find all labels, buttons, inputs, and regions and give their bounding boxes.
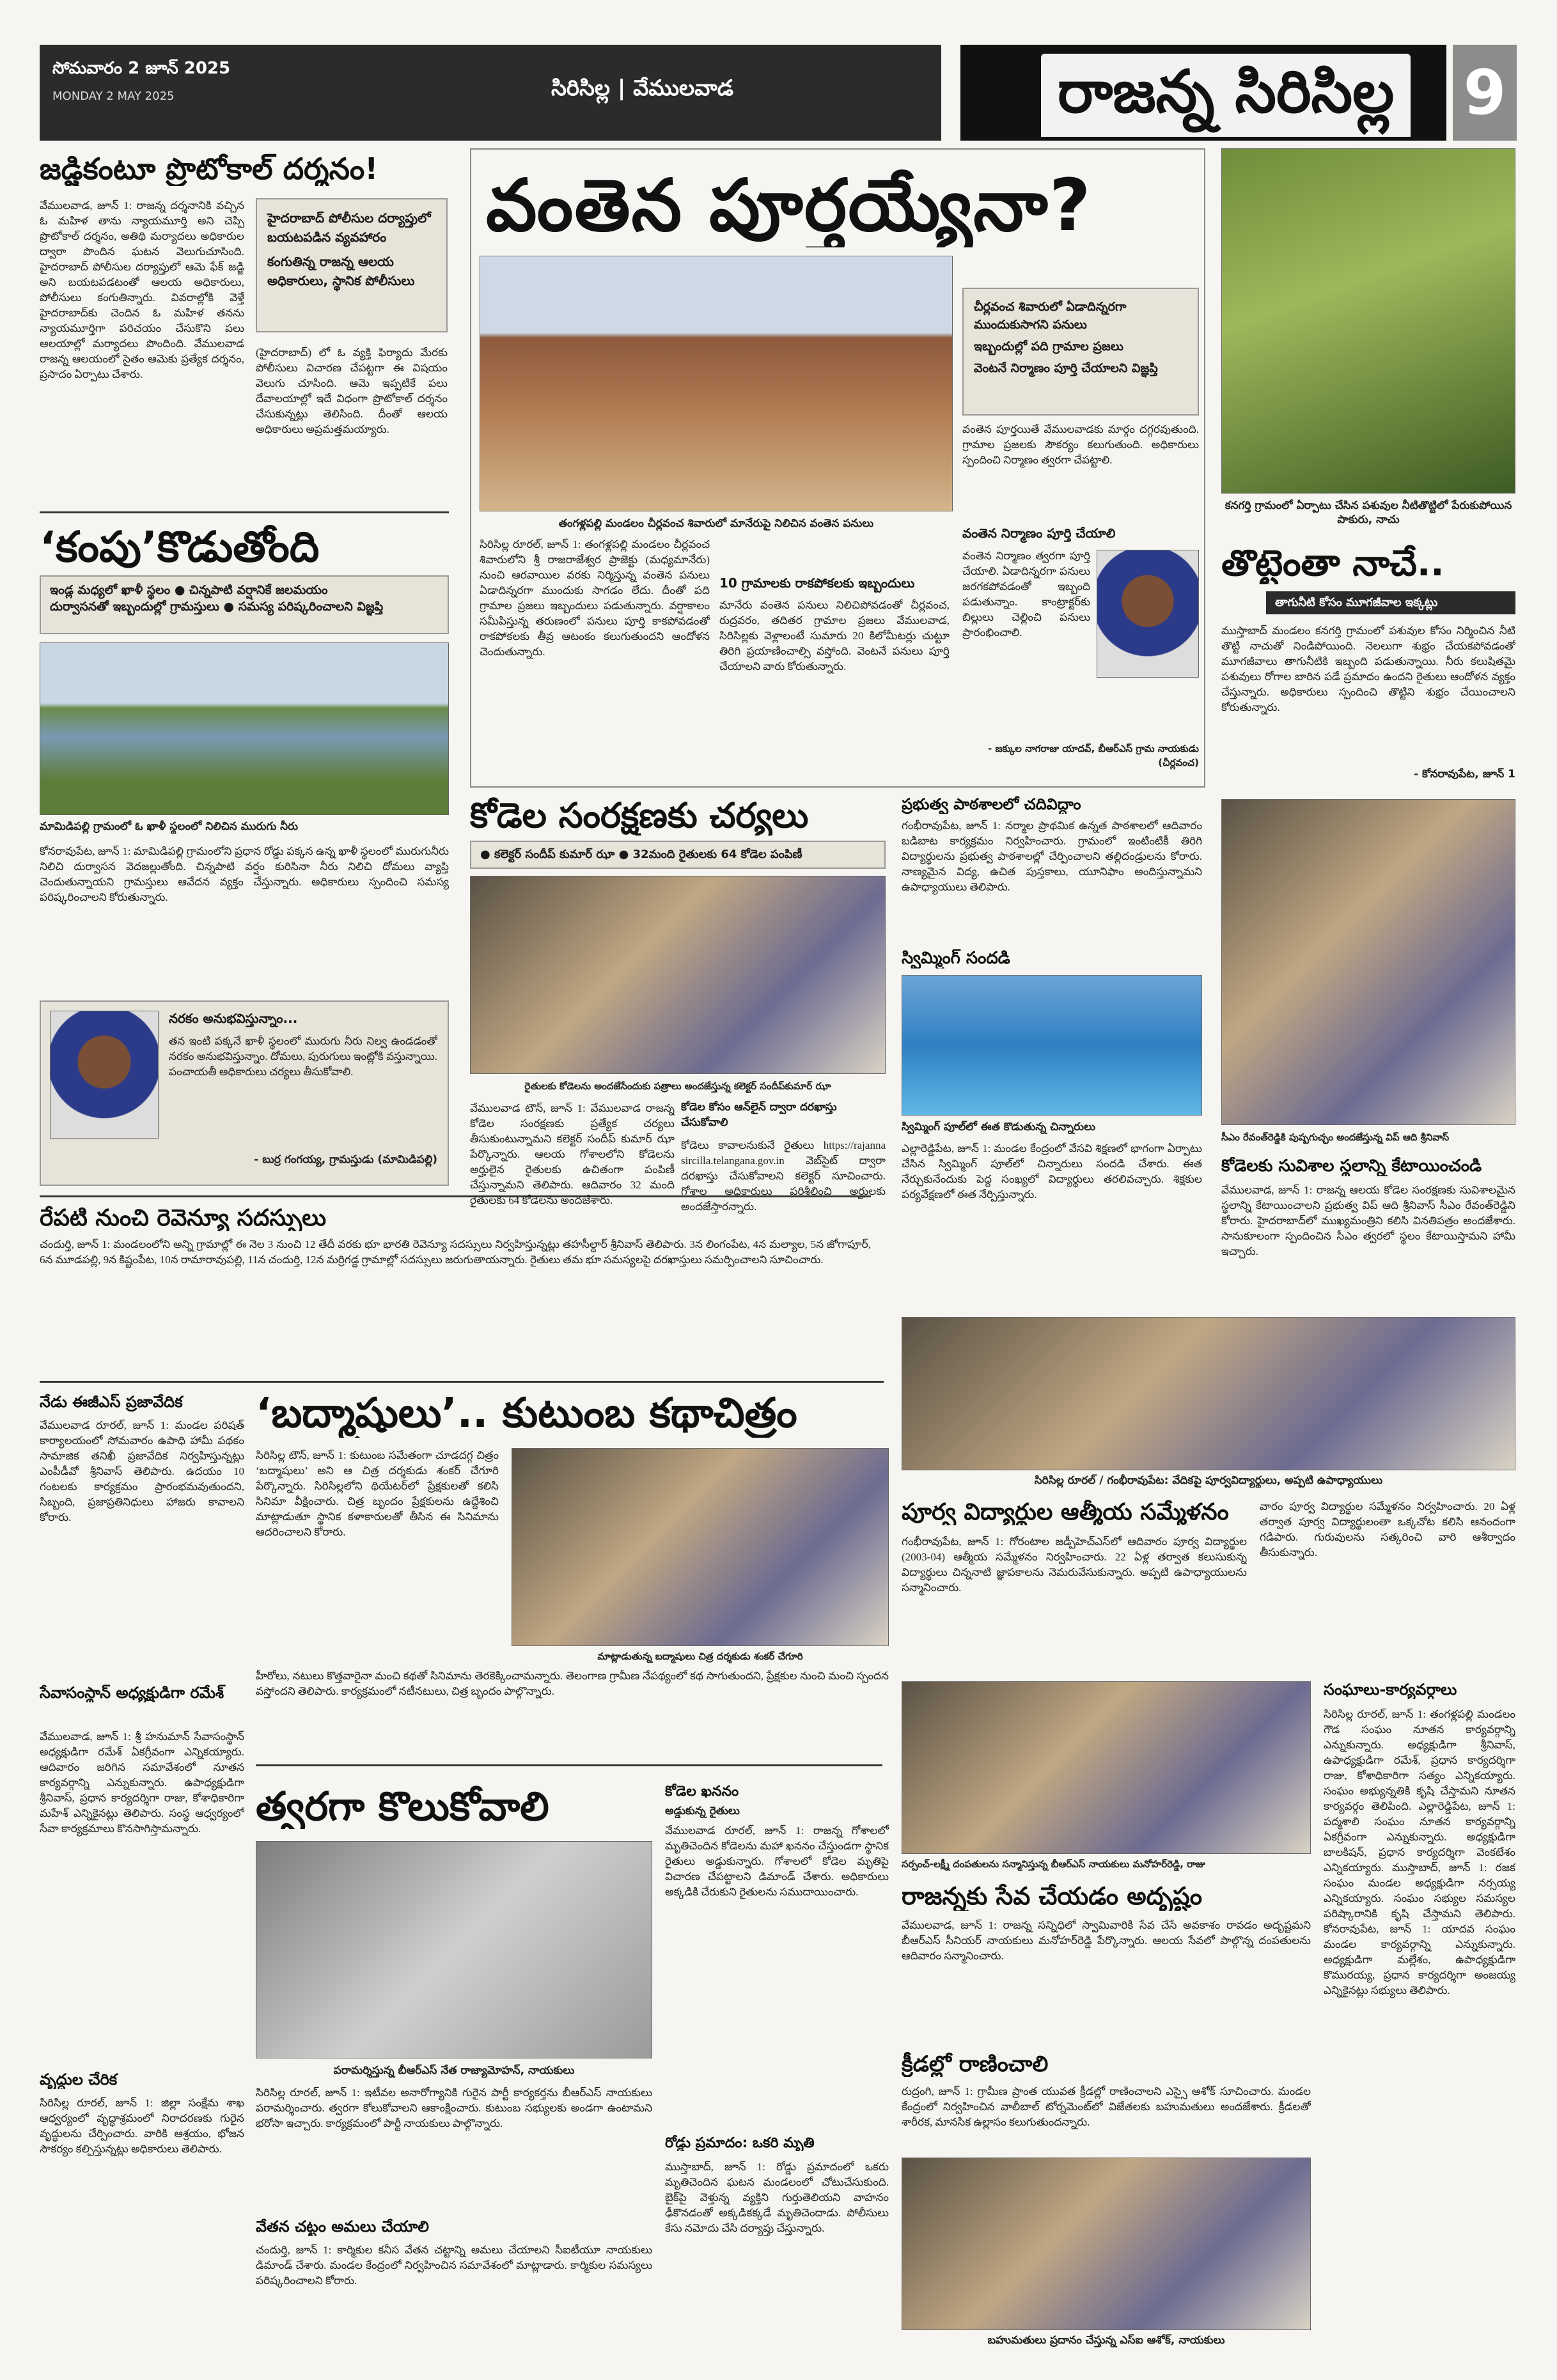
resident-quote-box — [40, 1000, 449, 1186]
trough-body: ముస్తాబాద్ మండలం కనగర్తి గ్రామంలో పశువుల కోసం నిర్మించిన నీటి తొట్టి నాచుతో నిండిపోయింది. నెలలుగా శుభ్రం చేయకపోవడంతో మూగజీవాలు తాగునీటికి ఇబ్బంది పడుతున్నాయి. నీరు కలుషితమై పశువులు రోగాల బారిన పడే ప్రమాదం ఉందని రైతులు ఆందోళన వ్యక్తం చేస్తున్నారు. అధికారులు స్పందించి తొట్టిని శుభ్రం చేయించాలని కోరుతున్నారు. — [1221, 625, 1515, 713]
elderly-body: సిరిసిల్ల రూరల్, జూన్ 1: జిల్లా సంక్షేమ శాఖ ఆధ్వర్యంలో వృద్ధాశ్రమంలో నిరాదరణకు గురైన వృద్ధులను చేర్పించారు. వారికి ఆశ్రయం, భోజన సౌకర్యం కల్పిస్తున్నట్లు అధికారులు తెలిపారు. — [40, 2097, 244, 2155]
divider — [256, 1764, 882, 1766]
sports-body: రుద్రంగి, జూన్ 1: గ్రామీణ ప్రాంత యువత క్రీడల్లో రాణించాలని ఎస్సై ఆశోక్ సూచించారు. మండల కేంద్రంలో నిర్వహించిన వాలీబాల్ టోర్నమెంట్‌లో విజేతలకు బహుమతులు అందజేశారు. క్రీడలతో శారీరక, మానసిక ఉల్లాసం కలుగుతుందన్నారు. — [902, 2085, 1311, 2128]
revenue-body: చందుర్తి, జూన్ 1: మండలంలోని అన్ని గ్రామాల్లో ఈ నెల 3 నుంచి 12 తేదీ వరకు భూ భారతి రెవెన్యూ సదస్సులు నిర్వహిస్తున్నట్లు తహసీల్దార్ శ్రీనివాస్ తెలిపారు. 3న లింగంపేట, 4న మల్యాల, 5న జోగాపూర్, 6న మూడపల్లి, 9న కిష్టంపేట, 10న రామారావుపల్లి, 11న చందుర్తి, 12న మర్రిగడ్డ గ్రామాల్లో సదస్సులు జరుగుతాయన్నారు. రైతులు తమ భూ సమస్యలపై దరఖాస్తులు సమర్పించాలని సూచించారు. — [40, 1238, 871, 1266]
bridge-demand-heading: వంతెన నిర్మాణం పూర్తి చేయాలి — [962, 525, 1116, 541]
associations-headline: సంఘాలు-కార్యవర్గాలు — [1324, 1681, 1457, 1699]
burial-headline: కోడెల ఖననం — [665, 1784, 739, 1800]
elderly-headline: వృద్ధుల చేరిక — [40, 2071, 118, 2088]
collector-photo — [470, 876, 886, 1074]
sports-prize-photo — [902, 2158, 1311, 2330]
bulls-care-highlight: 32మంది రైతులకు 64 కోడెల పంపిణీ — [632, 848, 802, 861]
bridge-highlights — [962, 288, 1199, 416]
revenue-headline: రేపటి నుంచి రెవెన్యూ సదస్సులు — [40, 1205, 327, 1231]
bridge-leader-quote: వంతెన నిర్మాణం త్వరగా పూర్తి చేయాలి. ఏడాదిన్నరగా పనులు జరగకపోవడంతో ఇబ్బంది పడుతున్నాం. కాంట్రాక్టర్‌కు బిల్లులు చెల్లించి పనులు ప్రారంభించాలి. — [962, 550, 1090, 639]
trough-byline: - కోనరావుపేట, జూన్ 1 — [1414, 768, 1515, 781]
get-well-headline: త్వరగా కొలుకోవాలి — [256, 1784, 549, 1830]
smell-headline: ‘కంపు’కొడుతోంది — [40, 523, 320, 572]
bulls-care-headline: కోడెల సంరక్షణకు చర్యలు — [470, 796, 809, 836]
divider — [40, 1381, 884, 1383]
felicitation-photo — [902, 1681, 1311, 1854]
trough-headline: తొట్టెంతా నాచే.. — [1221, 543, 1444, 584]
sports-photo-caption: బహుమతులు ప్రదానం చేస్తున్న ఎస్ఐ ఆశోక్, నాయకులు — [987, 2334, 1225, 2347]
judge-highlight: హైదరాబాద్ పోలీసుల దర్యాప్తులో బయటపడిన వ్యవహారం — [267, 210, 431, 245]
swimming-headline: స్విమ్మింగ్ సందడి — [902, 949, 1010, 968]
bulls-land-headline: కోడెలకు సువిశాల స్థలాన్ని కేటాయించండి — [1221, 1157, 1482, 1176]
school-headline: ప్రభుత్వ పాఠశాలలో చదివిద్దాం — [902, 796, 1081, 813]
associations-body: సిరిసిల్ల రూరల్, జూన్ 1: తంగళ్లపల్లి మండలం గౌడ సంఘం నూతన కార్యవర్గాన్ని ఎన్నుకున్నారు. అధ్యక్షుడిగా శ్రీనివాస్, ఉపాధ్యక్షుడిగా రమేశ్, ప్రధాన కార్యదర్శిగా రాజు, కోశాధికారిగా సత్యం ఎన్నికయ్యారు. సంఘం అభ్యున్నతికి కృషి చేస్తామని నూతన కార్యవర్గం తెలిపింది. ఎల్లారెడ్డిపేట, జూన్ 1: పద్మశాలి సంఘం నూతన కార్యవర్గాన్ని ఏకగ్రీవంగా ఎన్నుకున్నారు. అధ్యక్షుడిగా బాలకిషన్, ప్రధాన కార్యదర్శిగా వెంకటేశం ఎన్నికయ్యారు. ముస్తాబాద్, జూన్ 1: రజక సంఘం మండల అధ్యక్షుడిగా నర్సయ్య ఎన్నికయ్యారు. సంఘం సభ్యుల సమస్యల పరిష్కారానికి కృషి చేస్తామని తెలిపారు. కోనరావుపేట, జూన్ 1: యాదవ సంఘం మండల కార్యవర్గాన్ని ఎన్నుకున్నారు. అధ్యక్షుడిగా మల్లేశం, ఉపాధ్యక్షుడిగా కొమురయ్య, ప్రధాన కార్యదర్శిగా అంజయ్య ఎన్నికైనట్లు సభ్యులు తెలిపారు. — [1324, 1708, 1515, 1996]
quote-attribution: - బుర్ర గంగయ్య, గ్రామస్తుడు (మామిడిపల్లి) — [254, 1153, 437, 1166]
movie-body: సిరిసిల్ల టౌన్, జూన్ 1: కుటుంబ సమేతంగా చూడదగ్గ చిత్రం ‘బద్మాషులు’ అని ఆ చిత్ర దర్శకుడు శంకర్ చేగూరి పేర్కొన్నారు. సిరిసిల్లలోని థియేటర్‌లో ప్రేక్షకులతో కలిసి సినిమా వీక్షించారు. చిత్ర బృందం ప్రేక్షకులను ఉద్దేశించి మాట్లాడుతూ స్థానిక కళాకారులతో తీసిన ఈ సినిమాను ఆదరించాలని కోరారు. — [256, 1449, 499, 1538]
accident-body: ముస్తాబాద్, జూన్ 1: రోడ్డు ప్రమాదంలో ఒకరు మృతిచెందిన ఘటన మండలంలో చోటుచేసుకుంది. బైక్‌పై వెళ్తున్న వ్యక్తిని గుర్తుతెలియని వాహనం ఢీకొనడంతో అక్కడికక్కడే మృతిచెందాడు. పోలీసులు కేసు నమోదు చేసి దర్యాప్తు చేస్తున్నారు. — [665, 2161, 889, 2234]
smell-body: కోనరావుపేట, జూన్ 1: మామిడిపల్లి గ్రామంలోని ప్రధాన రోడ్డు పక్కన ఉన్న ఖాళీ స్థలంలో మురుగునీరు నిలిచి దుర్వాసన వెదజల్లుతోంది. చిన్నపాటి వర్షం కురిసినా నీరు నిలిచి దోమలు వ్యాప్తి చెందుతున్నాయని గ్రామస్తులు ఆవేదన వ్యక్తం చేస్తున్నారు. అధికారులు స్పందించి సమస్య పరిష్కరించాలని కోరుతున్నారు. — [40, 845, 449, 903]
smell-highlight: ఇండ్ల మధ్యలో ఖాళీ స్థలం — [50, 583, 171, 597]
drain-water-photo — [40, 642, 449, 815]
judge-highlights — [256, 198, 448, 332]
burial-tagline: అడ్డుకున్న రైతులు — [665, 1805, 740, 1817]
wage-act-headline: వేతన చట్టం అమలు చేయాలి — [256, 2218, 429, 2236]
alumni-photo — [902, 1317, 1515, 1470]
smell-highlight: దుర్వాసనతో ఇబ్బందుల్లో గ్రామస్తులు — [50, 600, 219, 614]
bridge-highlight: ఇబ్బందుల్లో పది గ్రామాల ప్రజలు — [974, 339, 1123, 354]
page-number: 9 — [1453, 45, 1517, 141]
judge-body-continued: (హైదరాబాద్) లో ఓ వ్యక్తి ఫిర్యాదు మేరకు పోలీసులు విచారణ చేపట్టగా ఈ విషయం వెలుగు చూసింది. ఆమె ఇప్పటికే పలు దేవాలయాల్లో ఇదే విధంగా ప్రొటోకాల్ దర్శనం చేసుకున్నట్లు తెలిసింది. దీంతో ఆలయ అధికారులు అప్రమత్తమయ్యారు. — [256, 346, 448, 435]
cm-meeting-photo — [1221, 799, 1515, 1125]
cm-photo-caption: సీఎం రేవంత్‌రెడ్డికి పుష్పగుచ్ఛం అందజేస్తున్న విప్ ఆది శ్రీనివాస్ — [1221, 1132, 1450, 1143]
judge-body: వేములవాడ, జూన్ 1: రాజన్న దర్శనానికి వచ్చిన ఓ మహిళ తాను న్యాయమూర్తి అని చెప్పి ప్రొటోకాల్ దర్శనం, అతిథి మర్యాదలు అధికారుల ద్వారా పొందిన ఘటన వెలుగుచూసింది. హైదరాబాద్ పోలీసుల దర్యాప్తులో ఆమె ఫేక్ జడ్జి అని బయటపడటంతో ఆలయ అధికారులు, పోలీసులు కంగుతిన్నారు. వివరాల్లోకి వెళ్తే హైదరాబాద్‌కు చెందిన ఓ మహిళ తనను న్యాయమూర్తిగా పరిచయం చేసుకొని పలు ఆలయాల్లో మర్యాదలు పొందింది. వేములవాడ రాజన్న ఆలయంలో సైతం ఆమెకు ప్రత్యేక దర్శనం, ప్రసాదం ఏర్పాటు చేశారు. — [40, 199, 244, 380]
bridge-body-continued: మానేరు వంతెన పనులు నిలిచిపోవడంతో చీర్లవంచ, రుద్రవరం, తదితర గ్రామాల ప్రజలు వేములవాడ, సిరిసిల్లకు వెళ్లాలంటే సుమారు 20 కిలోమీటర్లు చుట్టూ తిరిగి ప్రయాణించాల్సి వస్తోంది. వెంటనే పనులు పూర్తి చేయాలని వారు కోరుతున్నారు. — [719, 599, 950, 673]
movie-headline: ‘బద్మాషులు’.. కుటుంబ కథాచిత్రం — [256, 1390, 797, 1437]
alumni-photo-caption: సిరిసిల్ల రూరల్ / గంభీరావుపేట: వేదికపై పూర్వవిద్యార్థులు, అప్పటి ఉపాధ్యాయులు — [1034, 1474, 1383, 1487]
masthead-date-english: MONDAY 2 MAY 2025 — [52, 89, 175, 103]
resident-photo — [50, 1011, 159, 1139]
leader-attribution: - జక్కుల నాగరాజు యాదవ్, బీఆర్ఎస్ గ్రామ నాయకుడు (చీర్లవంచ) — [988, 743, 1199, 768]
smell-highlight: సమస్య పరిష్కరించాలని విజ్ఞప్తి — [238, 600, 384, 614]
resident-quote: తన ఇంటి పక్కనే ఖాళీ స్థలంలో మురుగు నీరు నిల్వ ఉండడంతో నరకం అనుభవిస్తున్నాం. దోమలు, పురుగులు ఇంట్లోకి వస్తున్నాయి. పంచాయతీ అధికారులు చర్యలు తీసుకోవాలి. — [169, 1035, 437, 1078]
alumni-body-continued: వారం పూర్వ విద్యార్థుల సమ్మేళనం నిర్వహించారు. 20 ఏళ్ల తర్వాత పూర్వ విద్యార్థులంతా ఒక్కచోట కలిసి ఆనందంగా గడిపారు. గురువులను సత్కరించి వారి ఆశీర్వాదం తీసుకున్నారు. — [1260, 1500, 1515, 1559]
judge-highlight: కంగుతిన్న రాజన్న ఆలయ అధికారులు, స్థానిక పోలీసులు — [267, 254, 415, 288]
trough-photo-caption: కనగర్తి గ్రామంలో ఏర్పాటు చేసిన పశువుల నీటితొట్టిలో పేరుకుపోయిన పాకురు, నాచు — [1224, 499, 1512, 526]
masthead-bar — [40, 45, 941, 141]
bulls-care-body-continued: కోడెలు కావాలనుకునే రైతులు https://rajanna sircilla.telangana.gov.in వెబ్‌సైట్ ద్వారా దరఖాస్తు చేసుకోవాలని కలెక్టర్ సూచించారు. గోశాల అధికారులు పరిశీలించి అర్హులకు అందజేస్తారన్నారు. — [681, 1139, 886, 1213]
visit-photo — [256, 1841, 652, 2058]
swimming-pool-photo — [902, 975, 1202, 1116]
smell-highlight: చిన్నపాటి వర్షానికే జలమయం — [189, 583, 328, 597]
bridge-highlight: వెంటనే నిర్మాణం పూర్తి చేయాలని విజ్ఞప్తి — [974, 361, 1158, 375]
bulls-care-body: వేములవాడ టౌన్, జూన్ 1: వేములవాడ రాజన్న కోడెల సంరక్షణకు ప్రత్యేక చర్యలు తీసుకుంటున్నామని కలెక్టర్ సందీప్ కుమార్ ఝా పేర్కొన్నారు. ఆలయ గోశాలలోని కోడెలను అర్హులైన రైతులకు ఉచితంగా పంపిణీ చేస్తున్నామని తెలిపారు. ఆదివారం 32 మంది రైతులకు 64 కోడెలను అందజేశారు. — [470, 1102, 675, 1206]
bridge-headline: వంతెన పూర్తయ్యేనా? — [486, 165, 1092, 247]
judge-headline: జడ్జికంటూ ప్రొటోకాల్ దర్శనం! — [40, 152, 379, 186]
masthead — [40, 45, 1517, 141]
seva-body: వేములవాడ, జూన్ 1: శ్రీ హనుమాన్ సేవాసంస్థాన్ అధ్యక్షుడిగా రమేశ్ ఏకగ్రీవంగా ఎన్నికయ్యారు. ఆదివారం జరిగిన సమావేశంలో నూతన కార్యవర్గాన్ని ఎన్నుకున్నారు. ఉపాధ్యక్షుడిగా శ్రీనివాస్, ప్రధాన కార్యదర్శిగా రాజు, కోశాధికారిగా మహేశ్ ఎన్నికైనట్లు తెలిపారు. సంస్థ ఆధ్వర్యంలో సేవా కార్యక్రమాలు కొనసాగిస్తామన్నారు. — [40, 1731, 244, 1835]
school-body: గంభీరావుపేట, జూన్ 1: నర్మాల ప్రాథమిక ఉన్నత పాఠశాలలో ఆదివారం బడిబాట కార్యక్రమం నిర్వహించారు. గ్రామంలో ఇంటింటికీ తిరిగి విద్యార్థులను ప్రభుత్వ పాఠశాలల్లో చేర్పించాలని తల్లిదండ్రులను కోరారు. నాణ్యమైన విద్య, ఉచిత పుస్తకాలు, యూనిఫాం అందిస్తున్నామని ఉపాధ్యాయులు తెలిపారు. — [902, 820, 1202, 893]
movie-photo-caption: మాట్లాడుతున్న బద్మాషులు చిత్ర దర్శకుడు శంకర్ చేగూరి — [597, 1651, 803, 1662]
drain-photo-caption: మామిడిపల్లి గ్రామంలో ఓ ఖాళీ స్థలంలో నిలిచిన మురుగు నీరు — [40, 820, 299, 833]
movie-body-continued: హీరోలు, నటులు కొత్తవారైనా మంచి కథతో సినిమాను తెరకెక్కించామన్నారు. తెలంగాణ గ్రామీణ నేపథ్యంలో కథ సాగుతుందని, ప్రేక్షకుల నుంచి మంచి స్పందన వస్తోందని తెలిపారు. కార్యక్రమంలో నటీనటులు, చిత్ర బృందం పాల్గొన్నారు. — [256, 1670, 889, 1697]
bridge-body-right: వంతెన పూర్తయితే వేములవాడకు మార్గం దగ్గరవుతుంది. గ్రామాల ప్రజలకు సౌకర్యం కలుగుతుంది. అధికారులు స్పందించి నిర్మాణం త్వరగా చేపట్టాలి. — [962, 423, 1199, 466]
bridge-photo — [480, 256, 953, 511]
water-trough-photo — [1221, 148, 1515, 494]
visit-photo-caption: పరామర్శిస్తున్న బీఆర్‌ఎస్ నేత రాజ్యామోహన్, నాయకులు — [333, 2064, 575, 2077]
accident-headline: రోడ్డు ప్రమాదం: ఒకరి మృతి — [665, 2135, 815, 2151]
egs-headline: నేడు ఈజీఎస్ ప్రజావేదిక — [40, 1394, 183, 1411]
bridge-subheading: 10 గ్రామాలకు రాకపోకలకు ఇబ్బందులు — [719, 575, 915, 591]
trough-tagline: తాగునీటి కోసం మూగజీవాల ఇక్కట్లు — [1266, 591, 1515, 614]
seva-luck-headline: రాజన్నకు సేవ చేయడం అదృష్టం — [902, 1883, 1203, 1910]
bulls-care-highlights: ● కలెక్టర్ సందీప్ కుమార్ ఝా ● 32మంది రైతులకు 64 కోడెల పంపిణీ — [470, 841, 886, 869]
felicitation-photo-caption: సర్పంచ్-లక్ష్మీ దంపతులను సన్మానిస్తున్న బీఆర్‌ఎస్ నాయకులు మనోహర్‌రెడ్డి, రాజు — [902, 1858, 1205, 1870]
alumni-body: గంభీరావుపేట, జూన్ 1: గోరంటాల జడ్పీహెచ్‌ఎస్‌లో ఆదివారం పూర్వ విద్యార్థుల (2003-04) ఆత్మీయ సమ్మేళనం నిర్వహించారు. 22 ఏళ్ల తర్వాత కలుసుకున్న విద్యార్థులు చిన్ననాటి జ్ఞాపకాలను నెమరువేసుకున్నారు. అప్పటి ఉపాధ్యాయులను సన్మానించారు. — [902, 1536, 1247, 1594]
seva-luck-body: వేములవాడ, జూన్ 1: రాజన్న సన్నిధిలో స్వామివారికి సేవ చేసే అవకాశం రావడం అదృష్టమని బీఆర్‌ఎస్ సీనియర్ నాయకులు మనోహర్‌రెడ్డి పేర్కొన్నారు. ఆలయ సేవలో పాల్గొన్న దంపతులను ఆదివారం సన్మానించారు. — [902, 1919, 1311, 1962]
alumni-headline: పూర్వ విద్యార్థుల ఆత్మీయ సమ్మేళనం — [902, 1499, 1229, 1525]
bulls-care-highlight: కలెక్టర్ సందీప్ కుమార్ ఝా — [494, 848, 615, 861]
movie-team-photo — [512, 1448, 889, 1646]
bridge-photo-caption: తంగళ్లపల్లి మండలం చీర్లవంచ శివారులో మానేరుపై నిలిచిన వంతెన పనులు — [558, 517, 874, 530]
egs-body: వేములవాడ రూరల్, జూన్ 1: మండల పరిషత్ కార్యాలయంలో సోమవారం ఉపాధి హామీ పథకం సామాజిక తనిఖీ ప్రజావేదిక నిర్వహిస్తున్నట్లు ఎంపీడీవో శ్రీనివాస్ తెలిపారు. ఉదయం 10 గంటలకు కార్యక్రమం ప్రారంభమవుతుందని, సిబ్బంది, ప్రజాప్రతినిధులు హాజరు కావాలని కోరారు. — [40, 1419, 244, 1523]
bridge-highlight: చీర్లవంచ శివారులో ఏడాదిన్నరగా ముందుకుసాగని పనులు — [974, 300, 1127, 332]
get-well-body: సిరిసిల్ల రూరల్, జూన్ 1: ఇటీవల అనారోగ్యానికి గురైన పార్టీ కార్యకర్తను బీఆర్‌ఎస్ నాయకులు పరామర్శించారు. త్వరగా కోలుకోవాలని ఆకాంక్షించారు. కుటుంబ సభ్యులకు అండగా ఉంటామని భరోసా ఇచ్చారు. కార్యక్రమంలో పార్టీ నాయకులు పాల్గొన్నారు. — [256, 2087, 652, 2129]
sports-headline: క్రీడల్లో రాణించాలి — [902, 2052, 1049, 2077]
edition-label: సిరిసిల్ల | వేములవాడ — [551, 75, 733, 101]
district-banner — [960, 45, 1446, 141]
leader-photo — [1097, 550, 1199, 678]
smell-highlights: ఇండ్ల మధ్యలో ఖాళీ స్థలం ● చిన్నపాటి వర్షానికే జలమయం దుర్వాసనతో ఇబ్బందుల్లో గ్రామస్తులు ● సమస్య పరిష్కరించాలని విజ్ఞప్తి — [40, 575, 449, 634]
collector-photo-caption: రైతులకు కోడెలను అందజేసేందుకు పత్రాలు అందజేస్తున్న కలెక్టర్ సందీప్‌కుమార్ ఝా — [524, 1080, 831, 1092]
burial-body: వేములవాడ రూరల్, జూన్ 1: రాజన్న గోశాలలో మృతిచెందిన కోడెలను మహా ఖననం చేస్తుండగా స్థానిక రైతులు అడ్డుకున్నారు. గోశాలలో కోడెల మృతిపై విచారణ చేపట్టాలని డిమాండ్ చేశారు. అధికారులు అక్కడికి చేరుకుని రైతులను సముదాయించారు. — [665, 1824, 889, 1898]
swimming-body: ఎల్లారెడ్డిపేట, జూన్ 1: మండల కేంద్రంలో వేసవి శిక్షణలో భాగంగా ఏర్పాటు చేసిన స్విమ్మింగ్ పూల్‌లో చిన్నారులు సందడి చేశారు. ఈత నేర్చుకునేందుకు పెద్ద సంఖ్యలో విద్యార్థులు తరలివచ్చారు. శిక్షకుల పర్యవేక్షణలో ఈత నేర్పిస్తున్నారు. — [902, 1142, 1202, 1201]
swimming-photo-caption: స్విమ్మింగ్ పూల్‌లో ఈత కొడుతున్న చిన్నారులు — [902, 1121, 1096, 1133]
seva-headline: సేవాసంస్థాన్ అధ్యక్షుడిగా రమేశ్ — [40, 1684, 224, 1702]
masthead-date: సోమవారం 2 జూన్ 2025 — [52, 59, 231, 78]
wage-act-body: చందుర్తి, జూన్ 1: కార్మికుల కనీస వేతన చట్టాన్ని అమలు చేయాలని సీఐటీయూ నాయకులు డిమాండ్ చేశారు. మండల కేంద్రంలో నిర్వహించిన సమావేశంలో మాట్లాడారు. కార్మికుల సమస్యలు పరిష్కరించాలని కోరారు. — [256, 2244, 652, 2287]
district-name: రాజన్న సిరిసిల్ల — [1041, 54, 1411, 141]
bulls-land-body: వేములవాడ, జూన్ 1: రాజన్న ఆలయ కోడెల సంరక్షణకు సువిశాలమైన స్థలాన్ని కేటాయించాలని ప్రభుత్వ విప్ ఆది శ్రీనివాస్ సీఎం రేవంత్‌రెడ్డిని కోరారు. హైదరాబాద్‌లో ముఖ్యమంత్రిని కలిసి వినతిపత్రం అందజేశారు. సానుకూలంగా స్పందించిన సీఎం త్వరలో స్థలం కేటాయిస్తామని హామీ ఇచ్చారు. — [1221, 1184, 1515, 1257]
bridge-body: సిరిసిల్ల రూరల్, జూన్ 1: తంగళ్లపల్లి మండలం చీర్లవంచ శివారులోని శ్రీ రాజరాజేశ్వర ప్రాజెక్టు (మధ్యమానేరు) నుంచి ఆరవాయిల వరకు నిర్మిస్తున్న వంతెన పనులు ఏడాదిన్నరగా ముందుకు సాగడం లేదు. దీంతో పది గ్రామాల ప్రజలు ఇబ్బందులు పడుతున్నారు. వర్షాకాలం సమీపిస్తున్న తరుణంలో పనులు పూర్తి కాకపోవడంతో రాకపోకలకు తీవ్ర ఆటంకం కలుగుతుందని ఆందోళన చెందుతున్నారు. — [480, 538, 710, 658]
quote-title: నరకం అనుభవిస్తున్నాం... — [169, 1011, 298, 1026]
divider — [40, 511, 449, 513]
online-application-heading: కోడెల కోసం ఆన్‌లైన్ ద్వారా దరఖాస్తు చేసుకోవాలి — [681, 1101, 837, 1129]
